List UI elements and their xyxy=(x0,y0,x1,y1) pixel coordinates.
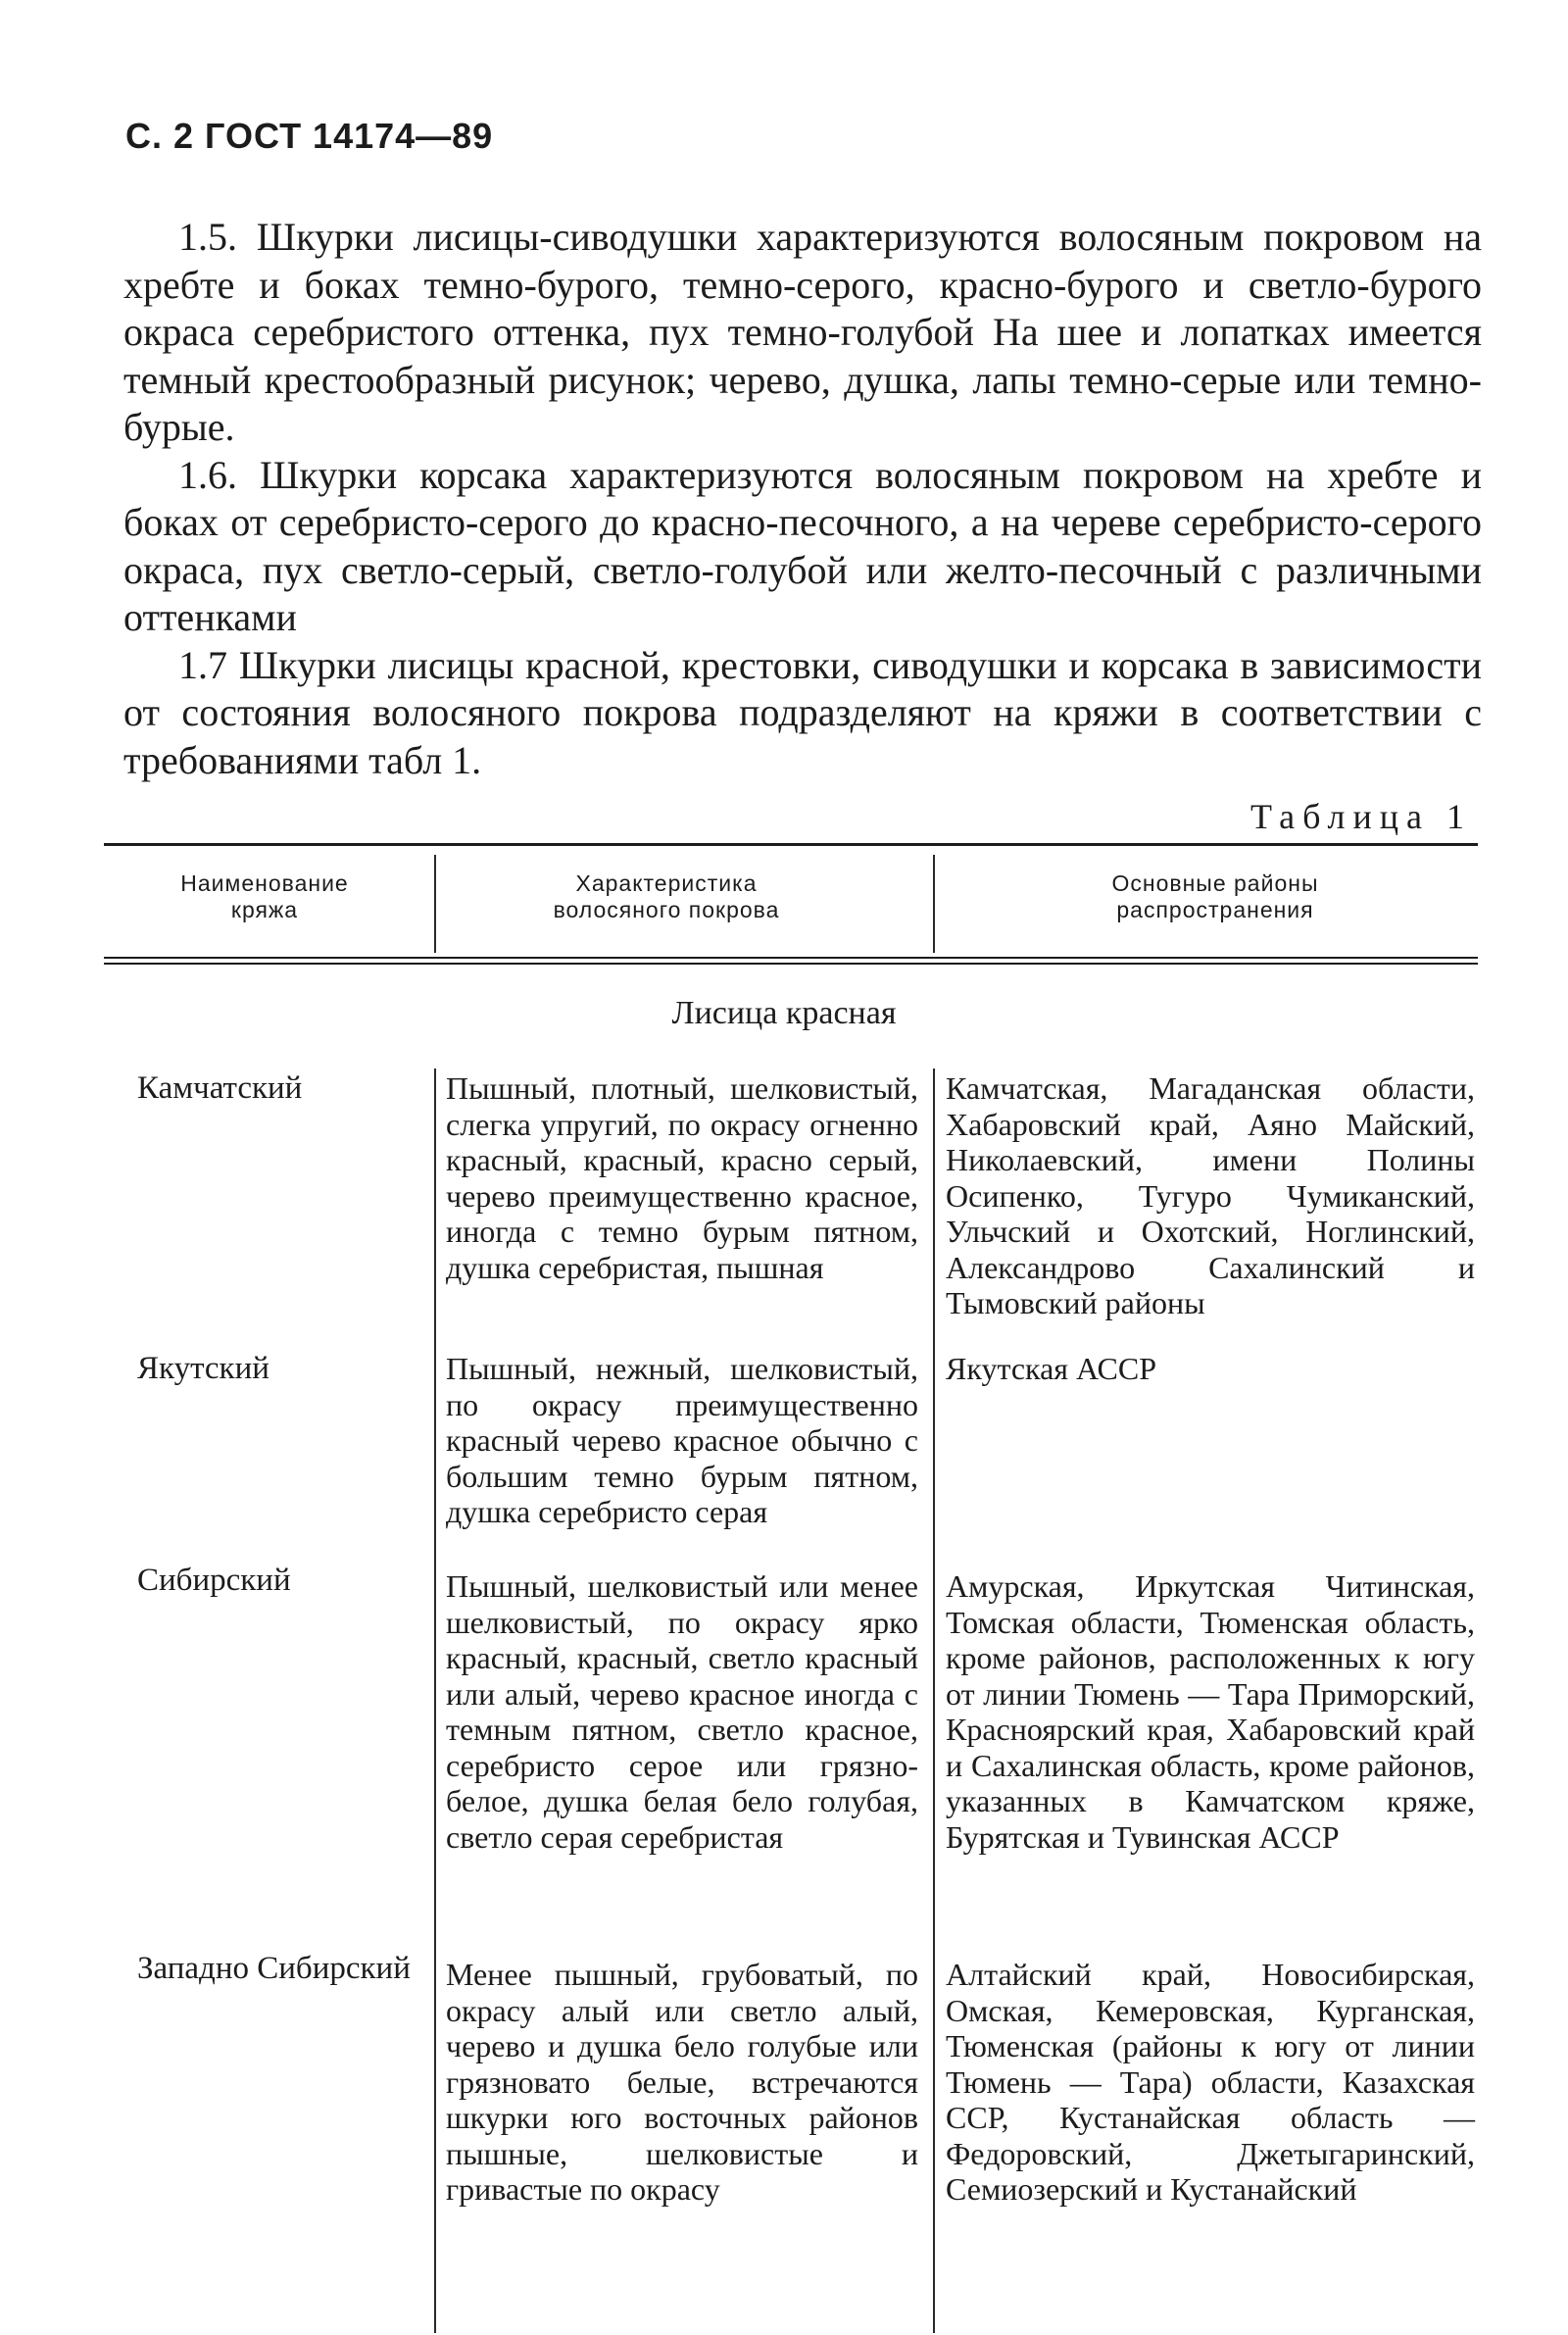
table-row-name: Сибирский xyxy=(137,1563,291,1598)
body-divider-1 xyxy=(434,1068,436,2333)
header-divider-2 xyxy=(933,855,935,953)
table-row-name: Якутский xyxy=(137,1351,270,1386)
table-row-description: Пышный, плотный, шелковистый, слегка упругий, по окрасу огненно красный, красный, красно серый, черево преимущественно красное, иногда с темно бурым пятном, душка серебристая, пышная xyxy=(446,1070,918,1285)
table-row-description: Менее пышный, грубоватый, по окрасу алый или светло алый, черево и душка бело голубые или грязновато белые, встречаются шкурки юго восточных районов пышные, шелковистые и гривастые по окрасу xyxy=(446,1957,918,2207)
table-caption: Таблица 1 xyxy=(1250,797,1472,836)
table-header-rule-2 xyxy=(104,963,1478,965)
table-row-regions: Камчатская, Магаданская области, Хабаровский край, Аяно Майский, Николаевский, имени Полины Осипенко, Тугуро Чумиканский, Ульчский и Охотский, Ноглинский, Александрово Сахалинский и Тымовский районы xyxy=(946,1070,1475,1320)
body-text xyxy=(123,214,1482,784)
table-row-description: Пышный, шелковистый или менее шелковистый, по окрасу ярко красный, красный, светло красный или алый, черево красное иногда с темным пятном, светло красное, серебристо серое или грязно-белое, душка белая бело голубая, светло серая серебристая xyxy=(446,1568,918,1855)
table-row-regions: Алтайский край, Новосибирская, Омская, Кемеровская, Курганская, Тюменская (районы к югу от линии Тюмень — Тара) области, Казахская ССР, Кустанайская область — Федоровский, Джетыгаринский, Семиозерский и Кустанайский xyxy=(946,1957,1475,2207)
table-top-rule xyxy=(104,843,1478,846)
table-row-description: Пышный, нежный, шелковистый, по окрасу преимущественно красный черево красное обычно с большим темно бурым пятном, душка серебристо серая xyxy=(446,1351,918,1529)
header-divider-1 xyxy=(434,855,436,953)
page-header: С. 2 ГОСТ 14174—89 xyxy=(125,116,494,156)
paragraph-1-7: 1.7 Шкурки лисицы красной, крестовки, сиводушки и корсака в зависимости от состояния волосяного покрова подразделяют на кряжи в соответствии с требованиями табл 1. xyxy=(123,642,1482,782)
paragraph-1-5: 1.5. Шкурки лисицы-сиводушки характеризуются волосяным покровом на хребте и боках темно-бурого, темно-серого, красно-бурого и светло-бурого окраса серебристого оттенка, пух темно-голубой На шее и лопатках имеется темный крестообразный рисунок; черево, душка, лапы темно-серые или темно-бурые. xyxy=(123,215,1482,449)
body-divider-2 xyxy=(933,1068,935,2333)
table-header-rule-1 xyxy=(104,957,1478,959)
table-row-name: Камчатский xyxy=(137,1070,303,1106)
header-cell-name: Наименование кряжа xyxy=(180,870,349,922)
table-section-title: Лисица красная xyxy=(671,995,897,1031)
table-row-name: Западно Сибирский xyxy=(137,1951,411,1986)
table-row-regions: Якутская АССР xyxy=(946,1351,1156,1386)
header-cell-regions: Основные районы распространения xyxy=(1111,870,1319,922)
table-row-regions: Амурская, Иркутская Читинская, Томская области, Тюменская область, кроме районов, расположенных к югу от линии Тюмень — Тара Приморский, Красноярский края, Хабаровский край и Сахалинская область, кроме районов, указанных в Камчатском кряже, Бурятская и Тувинская АССР xyxy=(946,1568,1475,1855)
header-cell-description: Характеристика волосяного покрова xyxy=(553,870,780,922)
paragraph-1-6: 1.6. Шкурки корсака характеризуются волосяным покровом на хребте и боках от серебристо-серого до красно-песочного, а на череве серебристо-серого окраса, пух светло-серый, светло-голубой или желто-песочный с различными оттенками xyxy=(123,452,1482,639)
